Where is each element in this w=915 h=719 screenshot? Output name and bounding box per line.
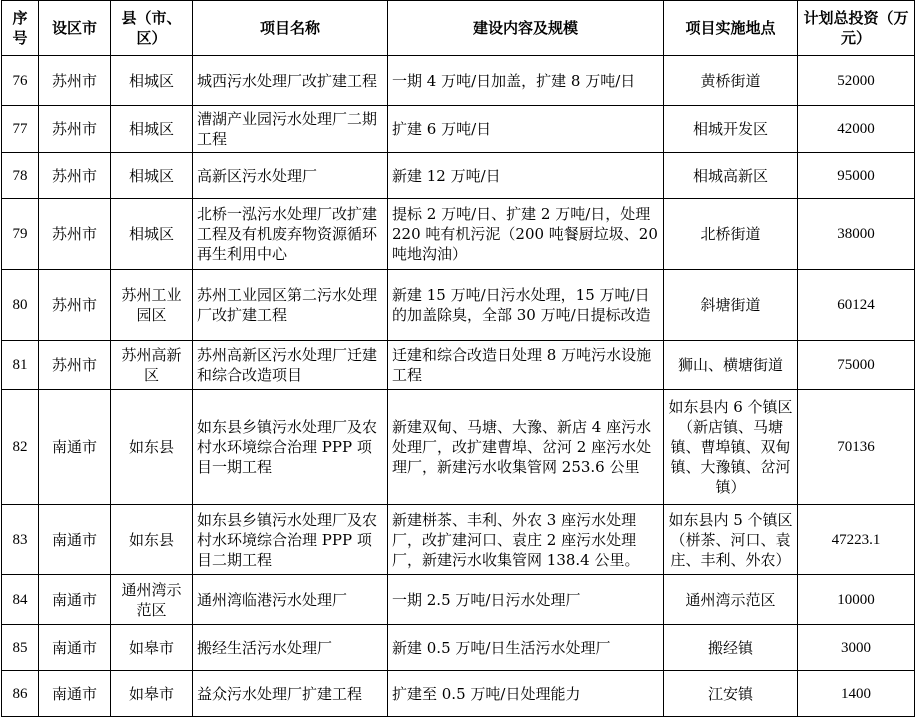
header-no: 序号: [2, 1, 39, 56]
cell-location: 狮山、横塘街道: [664, 341, 798, 390]
cell-county: 相城区: [111, 153, 193, 199]
table-row: [2, 199, 915, 270]
header-city: 设区市: [39, 1, 111, 56]
cell-county: 相城区: [111, 56, 193, 106]
cell-location: 如东县内 5 个镇区（栟茶、河口、袁庄、丰利、外农）: [664, 505, 798, 575]
header-name: 项目名称: [193, 1, 388, 56]
table-row: [2, 575, 915, 625]
cell-city: 苏州市: [39, 106, 111, 153]
cell-city: 苏州市: [39, 341, 111, 390]
cell-content: 新建双甸、马塘、大豫、新店 4 座污水处理厂，改扩建曹埠、岔河 2 座污水处理厂，新建污水收集管网 253.6 公里: [388, 390, 664, 505]
cell-investment: 47223.1: [798, 505, 915, 575]
cell-content: 新建栟茶、丰利、外农 3 座污水处理厂，改扩建河口、袁庄 2 座污水处理厂，新建污水收集管网 138.4 公里。: [388, 505, 664, 575]
header-content: 建设内容及规模: [388, 1, 664, 56]
cell-location: 相城高新区: [664, 153, 798, 199]
cell-no: 76: [2, 56, 39, 106]
header-location: 项目实施地点: [664, 1, 798, 56]
table-row: [2, 153, 915, 199]
cell-no: 86: [2, 671, 39, 717]
cell-no: 83: [2, 505, 39, 575]
cell-name: 搬经生活污水处理厂: [193, 625, 388, 671]
cell-city: 南通市: [39, 505, 111, 575]
header-investment: 计划总投资（万元）: [798, 1, 915, 56]
cell-city: 苏州市: [39, 153, 111, 199]
cell-content: 扩建 6 万吨/日: [388, 106, 664, 153]
cell-content: 一期 4 万吨/日加盖，扩建 8 万吨/日: [388, 56, 664, 106]
cell-investment: 38000: [798, 199, 915, 270]
cell-investment: 3000: [798, 625, 915, 671]
table-row: [2, 390, 915, 505]
cell-content: 新建 0.5 万吨/日生活污水处理厂: [388, 625, 664, 671]
cell-content: 一期 2.5 万吨/日污水处理厂: [388, 575, 664, 625]
cell-city: 苏州市: [39, 199, 111, 270]
cell-investment: 70136: [798, 390, 915, 505]
cell-content: 扩建至 0.5 万吨/日处理能力: [388, 671, 664, 717]
cell-name: 北桥一泓污水处理厂改扩建工程及有机废弃物资源循环再生利用中心: [193, 199, 388, 270]
cell-location: 如东县内 6 个镇区（新店镇、马塘镇、曹埠镇、双甸镇、大豫镇、岔河镇）: [664, 390, 798, 505]
cell-location: 北桥街道: [664, 199, 798, 270]
cell-city: 南通市: [39, 575, 111, 625]
cell-investment: 10000: [798, 575, 915, 625]
cell-investment: 1400: [798, 671, 915, 717]
cell-location: 相城开发区: [664, 106, 798, 153]
cell-no: 78: [2, 153, 39, 199]
cell-investment: 95000: [798, 153, 915, 199]
header-row: [2, 1, 915, 56]
cell-city: 南通市: [39, 390, 111, 505]
cell-no: 85: [2, 625, 39, 671]
cell-name: 漕湖产业园污水处理厂二期工程: [193, 106, 388, 153]
cell-no: 84: [2, 575, 39, 625]
cell-name: 益众污水处理厂扩建工程: [193, 671, 388, 717]
cell-location: 斜塘街道: [664, 270, 798, 341]
cell-name: 高新区污水处理厂: [193, 153, 388, 199]
cell-location: 黄桥街道: [664, 56, 798, 106]
cell-no: 80: [2, 270, 39, 341]
cell-content: 迁建和综合改造日处理 8 万吨污水设施工程: [388, 341, 664, 390]
cell-content: 提标 2 万吨/日、扩建 2 万吨/日，处理 220 吨有机污泥（200 吨餐厨垃圾、20 吨地沟油）: [388, 199, 664, 270]
cell-county: 相城区: [111, 199, 193, 270]
cell-county: 如东县: [111, 390, 193, 505]
table-row: [2, 270, 915, 341]
cell-name: 通州湾临港污水处理厂: [193, 575, 388, 625]
cell-location: 通州湾示范区: [664, 575, 798, 625]
cell-no: 81: [2, 341, 39, 390]
cell-location: 江安镇: [664, 671, 798, 717]
cell-content: 新建 15 万吨/日污水处理，15 万吨/日的加盖除臭，全部 30 万吨/日提标改造: [388, 270, 664, 341]
cell-content: 新建 12 万吨/日: [388, 153, 664, 199]
table-row: [2, 56, 915, 106]
cell-name: 苏州工业园区第二污水处理厂改扩建工程: [193, 270, 388, 341]
cell-name: 城西污水处理厂改扩建工程: [193, 56, 388, 106]
table-row: [2, 625, 915, 671]
cell-investment: 75000: [798, 341, 915, 390]
cell-city: 南通市: [39, 625, 111, 671]
cell-county: 通州湾示范区: [111, 575, 193, 625]
cell-name: 苏州高新区污水处理厂迁建和综合改造项目: [193, 341, 388, 390]
cell-county: 苏州高新区: [111, 341, 193, 390]
cell-county: 如皋市: [111, 671, 193, 717]
cell-county: 如皋市: [111, 625, 193, 671]
project-table: [1, 0, 915, 717]
cell-county: 苏州工业园区: [111, 270, 193, 341]
header-county: 县（市、区）: [111, 1, 193, 56]
cell-city: 南通市: [39, 671, 111, 717]
cell-no: 79: [2, 199, 39, 270]
cell-investment: 52000: [798, 56, 915, 106]
cell-county: 如东县: [111, 505, 193, 575]
cell-location: 搬经镇: [664, 625, 798, 671]
table-row: [2, 341, 915, 390]
cell-no: 77: [2, 106, 39, 153]
cell-name: 如东县乡镇污水处理厂及农村水环境综合治理 PPP 项目一期工程: [193, 390, 388, 505]
cell-name: 如东县乡镇污水处理厂及农村水环境综合治理 PPP 项目二期工程: [193, 505, 388, 575]
cell-city: 苏州市: [39, 270, 111, 341]
cell-investment: 60124: [798, 270, 915, 341]
cell-no: 82: [2, 390, 39, 505]
table-row: [2, 505, 915, 575]
table-row: [2, 106, 915, 153]
cell-investment: 42000: [798, 106, 915, 153]
table-row: [2, 671, 915, 717]
cell-county: 相城区: [111, 106, 193, 153]
cell-city: 苏州市: [39, 56, 111, 106]
